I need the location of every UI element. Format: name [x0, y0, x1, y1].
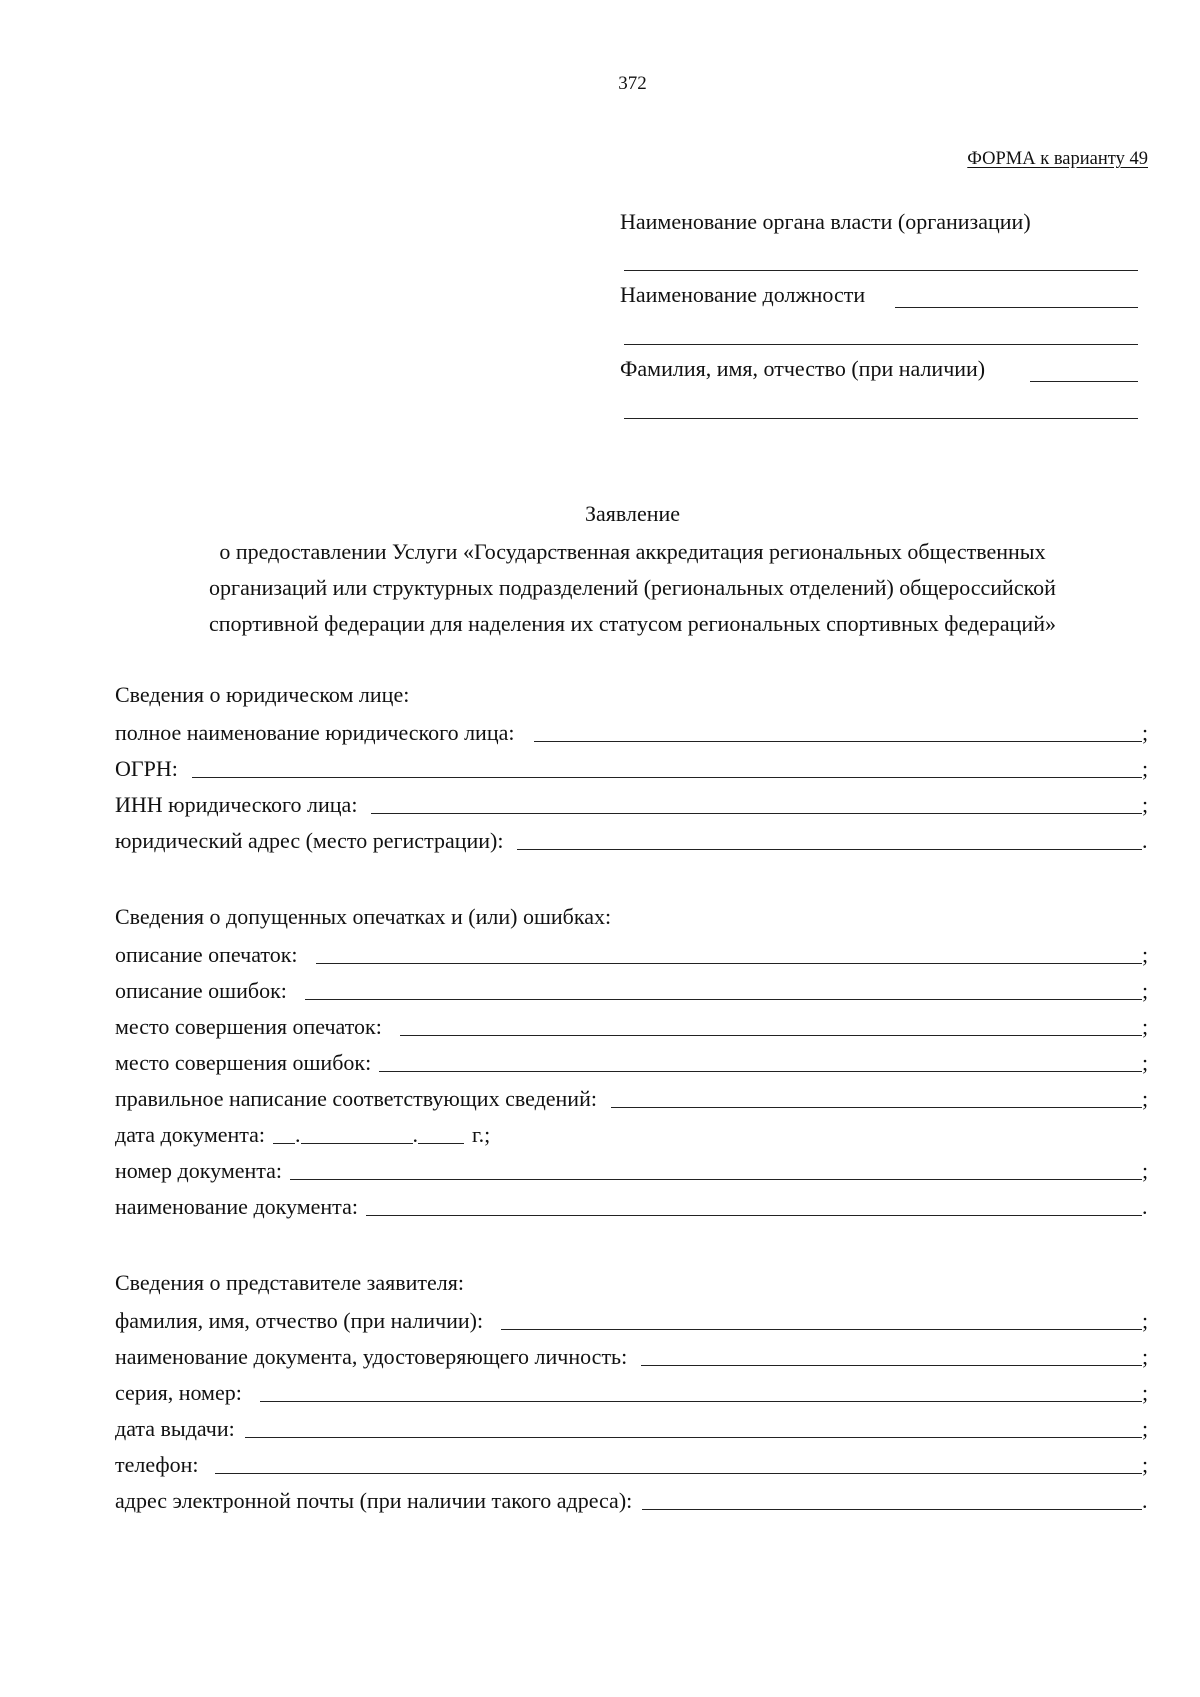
field-terminator: ; — [1142, 1380, 1149, 1405]
field-label: адрес электронной почты (при наличии такого адреса): — [115, 1488, 633, 1513]
field-label: наименование документа, удостоверяющего личность: — [115, 1344, 628, 1369]
document-date-row — [115, 1118, 490, 1148]
document-title-line-2: организаций или структурных подразделений (региональных отделений) общероссийской — [209, 575, 1056, 600]
field-terminator: . — [1142, 1194, 1148, 1219]
typo-description-row — [115, 938, 1150, 968]
date-suffix: г.; — [472, 1122, 491, 1147]
field-label: правильное написание соответствующих сведений: — [115, 1086, 597, 1111]
org-name-field[interactable] — [624, 270, 1138, 271]
date-separator: . — [412, 1122, 419, 1147]
field-terminator: ; — [1142, 1308, 1149, 1333]
field-label: фамилия, имя, отчество (при наличии): — [115, 1308, 484, 1333]
field-label: описание ошибок: — [115, 978, 287, 1003]
ogrn-field[interactable] — [192, 755, 1142, 778]
ogrn-row — [115, 752, 1150, 782]
field-label: серия, номер: — [115, 1380, 242, 1405]
error-description-row — [115, 974, 1150, 1004]
field-label: место совершения опечаток: — [115, 1014, 382, 1039]
field-label: дата выдачи: — [115, 1416, 235, 1441]
date-month-field[interactable] — [301, 1121, 413, 1144]
rep-issue-date-field[interactable] — [245, 1415, 1142, 1438]
field-terminator: ; — [1142, 978, 1149, 1003]
field-terminator: ; — [1142, 1014, 1149, 1039]
document-number-row — [115, 1154, 1150, 1184]
field-terminator: ; — [1142, 1344, 1149, 1369]
date-day-field[interactable] — [273, 1121, 295, 1144]
field-label: ОГРН: — [115, 756, 178, 781]
document-name-row — [115, 1190, 1150, 1220]
field-label: телефон: — [115, 1452, 199, 1477]
rep-phone-field[interactable] — [215, 1451, 1142, 1474]
full-name-field[interactable] — [534, 719, 1142, 742]
form-reference: ФОРМА к варианту 49 — [967, 149, 1148, 169]
typo-location-field[interactable] — [400, 1013, 1142, 1036]
errors-heading: Сведения о допущенных опечатках и (или) ошибках: — [115, 904, 612, 929]
representative-heading: Сведения о представителе заявителя: — [115, 1270, 464, 1295]
position-field[interactable] — [895, 307, 1138, 308]
error-description-field[interactable] — [305, 977, 1142, 1000]
document-title-line-1: о предоставлении Услуги «Государственная аккредитация региональных общественных — [219, 539, 1046, 564]
field-label: место совершения ошибок: — [115, 1050, 372, 1075]
field-terminator: ; — [1142, 1416, 1149, 1441]
document-date-label: дата документа: — [115, 1122, 266, 1147]
correct-spelling-row — [115, 1082, 1150, 1112]
field-label: ИНН юридического лица: — [115, 792, 358, 817]
field-terminator: ; — [1142, 756, 1149, 781]
typo-description-field[interactable] — [316, 941, 1142, 964]
legal-entity-full-name-row — [115, 716, 1150, 746]
rep-issue-date-row — [115, 1412, 1150, 1442]
field-terminator: ; — [1142, 1050, 1149, 1075]
field-label: описание опечаток: — [115, 942, 298, 967]
correct-spelling-field[interactable] — [611, 1085, 1142, 1108]
rep-series-number-field[interactable] — [260, 1379, 1142, 1402]
fio-label: Фамилия, имя, отчество (при наличии) — [620, 356, 986, 381]
error-location-row — [115, 1046, 1150, 1076]
rep-email-row — [115, 1484, 1150, 1514]
legal-address-field[interactable] — [517, 827, 1142, 850]
field-terminator: ; — [1142, 720, 1149, 745]
inn-row — [115, 788, 1150, 818]
document-heading: Заявление — [584, 501, 681, 526]
legal-address-row — [115, 824, 1150, 854]
document-title-line-3: спортивной федерации для наделения их статусом региональных спортивных федераций» — [209, 611, 1056, 636]
fio-field[interactable] — [1030, 381, 1138, 382]
field-terminator: ; — [1142, 1086, 1149, 1111]
field-label: юридический адрес (место регистрации): — [115, 828, 504, 853]
fio-field-continuation[interactable] — [624, 418, 1138, 419]
document-number-field[interactable] — [290, 1157, 1142, 1180]
field-label: наименование документа: — [115, 1194, 358, 1219]
inn-field[interactable] — [371, 791, 1142, 814]
page-number: 372 — [618, 73, 647, 94]
field-terminator: . — [1142, 828, 1148, 853]
position-field-continuation[interactable] — [624, 344, 1138, 345]
rep-fio-row — [115, 1304, 1150, 1334]
rep-id-document-field[interactable] — [641, 1343, 1142, 1366]
field-label: полное наименование юридического лица: — [115, 720, 515, 745]
date-year-field[interactable] — [418, 1121, 464, 1144]
field-terminator: ; — [1142, 1158, 1149, 1183]
field-terminator: . — [1142, 1488, 1148, 1513]
rep-series-number-row — [115, 1376, 1150, 1406]
field-label: номер документа: — [115, 1158, 283, 1183]
rep-fio-field[interactable] — [501, 1307, 1142, 1330]
legal-entity-heading: Сведения о юридическом лице: — [115, 682, 410, 707]
field-terminator: ; — [1142, 1452, 1149, 1477]
rep-phone-row — [115, 1448, 1150, 1478]
field-terminator: ; — [1142, 792, 1149, 817]
field-terminator: ; — [1142, 942, 1149, 967]
document-name-field[interactable] — [366, 1193, 1142, 1216]
rep-email-field[interactable] — [642, 1487, 1142, 1510]
org-name-label: Наименование органа власти (организации) — [620, 209, 1031, 234]
date-separator: . — [295, 1122, 301, 1147]
rep-id-document-row — [115, 1340, 1150, 1370]
error-location-field[interactable] — [379, 1049, 1142, 1072]
typo-location-row — [115, 1010, 1150, 1040]
position-label: Наименование должности — [620, 282, 866, 307]
